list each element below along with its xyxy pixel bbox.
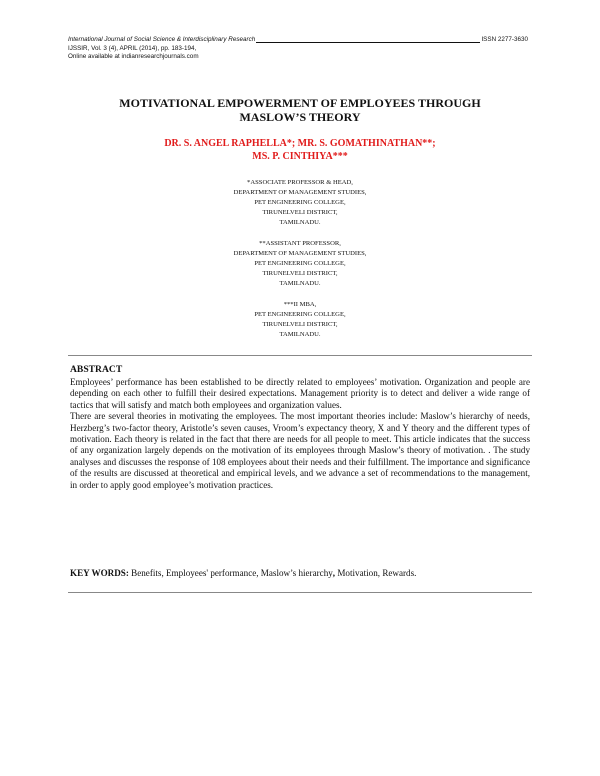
title-line-2: MASLOW’S THEORY	[239, 110, 361, 124]
divider-bottom	[68, 592, 532, 593]
issn: ISSN 2277-3630	[481, 36, 528, 43]
affiliation-line: PET ENGINEERING COLLEGE,	[254, 259, 346, 267]
abstract-paragraph-1: Employees’ performance has been established to be directly related to employees’ motivation. Organization and people are depending on each other to fulfill their desired expectations. Management priority is to detect and deliver a wide range of tactics that will satisfy and match both employees and organization values.	[70, 377, 530, 410]
paper-title	[60, 96, 540, 124]
abstract-body	[70, 377, 530, 491]
affiliation-line: PET ENGINEERING COLLEGE,	[254, 198, 346, 206]
abstract-heading: ABSTRACT	[70, 364, 123, 375]
journal-name: International Journal of Social Science & Interdisciplinary Research	[68, 36, 256, 43]
citation: IJSSIR, Vol. 3 (4), APRIL (2014), pp. 183-194,	[68, 44, 197, 52]
affiliation-line: TAMILNADU.	[279, 330, 321, 338]
title-line-1: MOTIVATIONAL EMPOWERMENT OF EMPLOYEES THROUGH	[119, 96, 481, 110]
abstract-paragraph-2: There are several theories in motivating the employees. The most important theories include: Maslow’s hierarchy of needs, Herzberg’s two-factor theory, Aristotle’s seven causes, Vroom’s expectancy theory, X and Y theory and the different types of motivation. Each theory is related in the fact that there are needs for all people to meet. This article indicates that the success of any organization largely depends on the motivation of its employees through Maslow’s theory of motivation. . The study analyses and discusses the response of 108 employees about their needs and their fulfillment. The importance and significance of the results are discussed at theoretical and empirical levels, and we advance a set of recommendations to the management, in order to apply good employee’s motivation practices.	[70, 411, 530, 490]
affiliation-line: TAMILNADU.	[279, 218, 321, 226]
keywords-part-2: Motivation, Rewards.	[335, 568, 417, 578]
affiliation-3	[150, 300, 450, 340]
affiliation-line: **ASSISTANT PROFESSOR,	[259, 240, 341, 247]
authors-line-2: MS. P. CINTHIYA***	[252, 151, 348, 162]
affiliation-line: PET ENGINEERING COLLEGE,	[254, 310, 346, 318]
affiliation-line: TAMILNADU.	[279, 279, 321, 287]
header-row	[68, 36, 528, 45]
online-availability: Online available at indianresearchjournals.com	[68, 53, 199, 61]
journal-header	[68, 36, 528, 62]
authors	[60, 137, 540, 163]
keywords	[70, 568, 530, 579]
keywords-part-1: Benefits, Employees' performance, Maslow’s hierarchy	[128, 568, 333, 578]
affiliation-line: TIRUNELVELI DISTRICT,	[262, 269, 338, 277]
affiliation-line: TIRUNELVELI DISTRICT,	[262, 320, 338, 328]
affiliation-line: DEPARTMENT OF MANAGEMENT STUDIES,	[233, 188, 367, 196]
affiliation-line: TIRUNELVELI DISTRICT,	[262, 208, 338, 216]
keywords-label: KEY WORDS:	[70, 568, 129, 578]
affiliation-line: ***II MBA,	[283, 301, 317, 308]
affiliation-1	[150, 178, 450, 228]
divider-top	[68, 355, 532, 356]
affiliation-line: DEPARTMENT OF MANAGEMENT STUDIES,	[233, 249, 367, 257]
authors-line-1: DR. S. ANGEL RAPHELLA*; MR. S. GOMATHINATHAN**;	[164, 138, 436, 149]
affiliation-line: *ASSOCIATE PROFESSOR & HEAD,	[247, 179, 353, 186]
keywords-comma: ,	[332, 568, 336, 578]
affiliation-2	[150, 239, 450, 289]
header-rule	[256, 36, 480, 43]
